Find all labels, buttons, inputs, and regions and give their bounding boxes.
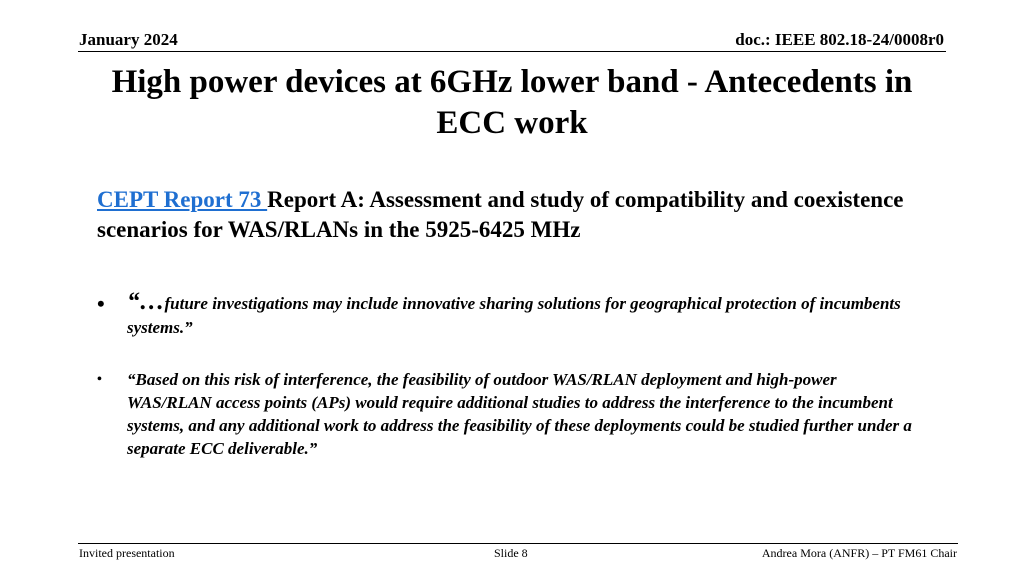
- footer-divider: [78, 543, 958, 544]
- quote-bullet-list: [97, 290, 917, 460]
- footer-slide-number: Slide 8: [494, 546, 528, 560]
- report-heading: [97, 185, 917, 245]
- header-document-id: doc.: IEEE 802.18-24/0008r0: [735, 30, 944, 49]
- bullet-lead: “…: [127, 288, 165, 315]
- slide-title: High power devices at 6GHz lower band - Antecedents in ECC work: [111, 64, 913, 141]
- header-divider: [78, 51, 946, 52]
- report-heading-text: Report A: Assessment and study of compatibility and coexistence scenarios for WAS/RLANs in the 5925-6425 MHz: [97, 187, 904, 242]
- bullet-text: “Based on this risk of interference, the feasibility of outdoor WAS/RLAN deployment and high-power WAS/RLAN access points (APs) would require additional studies to address the interference to the incumbent systems, and any additional work to address the feasibility of these deployments could be studied further under a separate ECC deliverable.”: [127, 370, 912, 458]
- bullet-text: future investigations may include innovative sharing solutions for geographical protection of incumbents systems.”: [127, 294, 901, 337]
- cept-report-73-link[interactable]: CEPT Report 73: [97, 187, 268, 212]
- footer-presentation-type: Invited presentation: [79, 546, 175, 560]
- bullet-item: [97, 368, 917, 460]
- bullet-marker: •: [97, 291, 105, 316]
- bullet-item: [97, 290, 917, 340]
- bullet-marker: •: [97, 372, 102, 387]
- header-date: January 2024: [79, 30, 178, 49]
- footer-author: Andrea Mora (ANFR) – PT FM61 Chair: [761, 546, 957, 560]
